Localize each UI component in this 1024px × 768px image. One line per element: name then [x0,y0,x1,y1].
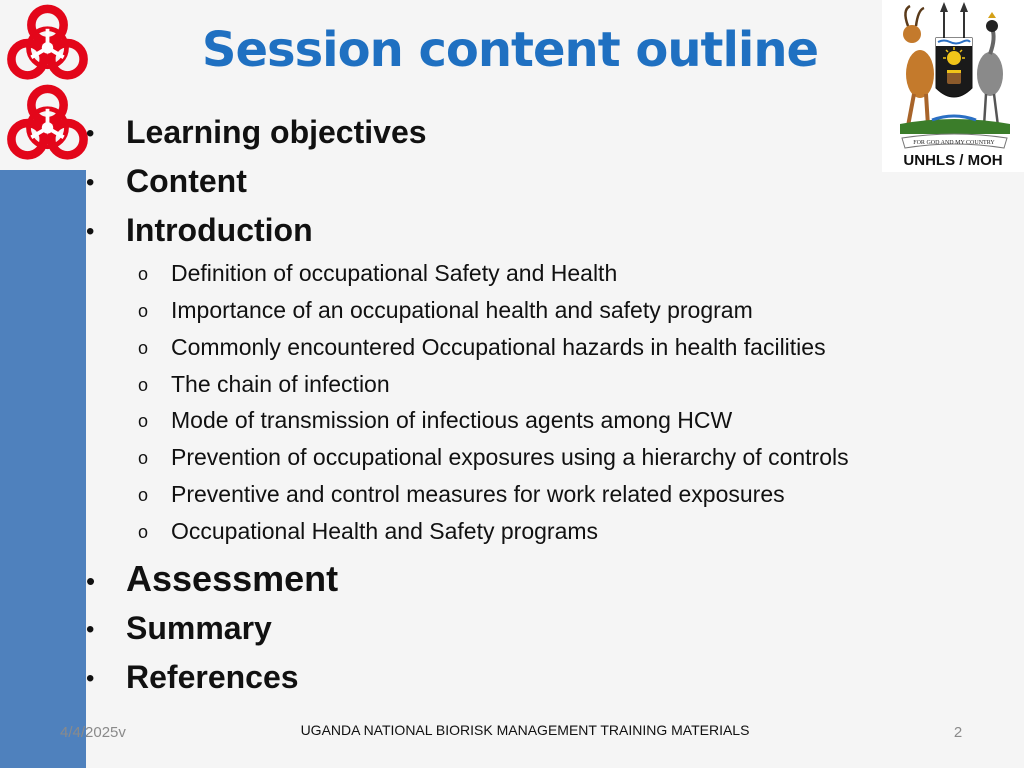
bullet-marker: • [86,616,95,643]
sub-bullet-marker: o [138,411,149,431]
list-item-label: References [126,659,299,695]
sub-list-item-label: The chain of infection [171,371,390,397]
biohazard-icon [0,0,95,88]
sub-list-item-label: Preventive and control measures for work related exposures [171,481,785,507]
bullet-marker: • [86,169,95,196]
list-item-label: Content [126,163,247,199]
logo [882,0,1024,172]
sub-list-item-label: Prevention of occupational exposures using a hierarchy of controls [171,444,849,470]
bullet-marker: • [86,218,95,245]
bullet-marker: • [86,665,95,692]
sub-list-item-label: Commonly encountered Occupational hazards in health facilities [171,334,826,360]
list-item-label: Summary [126,610,272,646]
slide-title: Session content outline [201,22,819,78]
page-number: 2 [953,724,963,741]
sub-bullet-marker: o [138,448,149,468]
sub-bullet-marker: o [138,485,149,505]
left-accent-bar [0,170,86,768]
bullet-marker: • [86,566,96,596]
sub-bullet-marker: o [138,375,149,395]
logo-caption: UNHLS / MOH [903,152,1003,169]
crest-motto: FOR GOD AND MY COUNTRY [913,140,995,146]
list-item-label: Introduction [126,212,313,248]
sub-list-item-label: Definition of occupational Safety and Health [171,260,618,286]
sub-list-item-label: Importance of an occupational health and safety program [171,297,753,323]
sub-bullet-marker: o [138,264,149,284]
list-item-label: Learning objectives [126,114,427,150]
sub-bullet-marker: o [138,522,149,542]
sub-list-item-label: Occupational Health and Safety programs [171,518,599,544]
coat-of-arms-icon [892,2,1017,150]
biohazard-icon [0,80,95,168]
list-item-label: Assessment [126,558,339,599]
sub-bullet-marker: o [138,338,149,358]
footer-date: 4/4/2025v [60,724,126,741]
sub-bullet-marker: o [138,301,149,321]
footer-text: UGANDA NATIONAL BIORISK MANAGEMENT TRAINING MATERIALS [300,722,750,738]
sub-list-item-label: Mode of transmission of infectious agents among HCW [171,407,733,433]
bullet-marker: • [86,120,95,147]
